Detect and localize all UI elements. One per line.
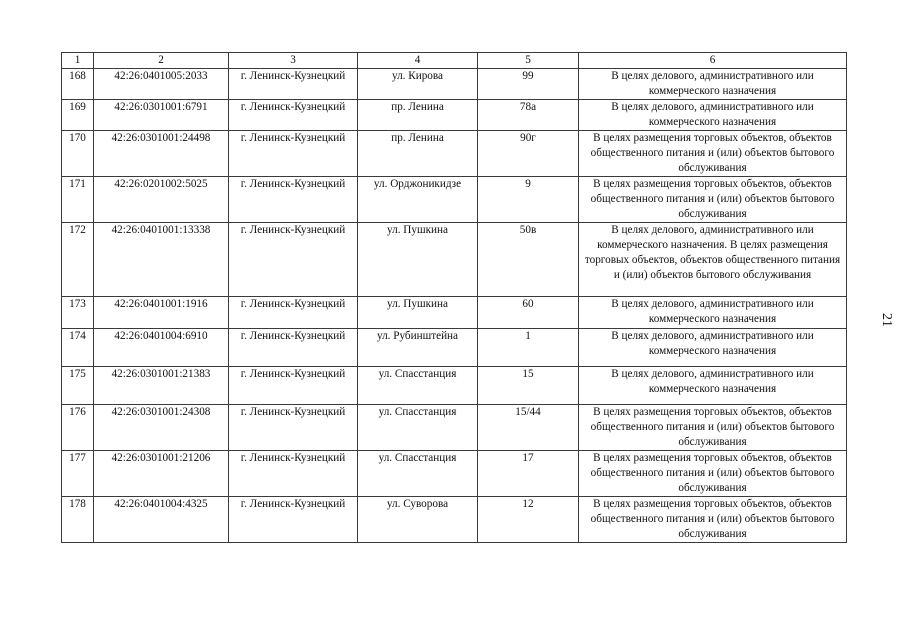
- street-cell: пр. Ленина: [358, 131, 478, 177]
- purpose-cell: В целях делового, административного или коммерческого назначения: [579, 367, 847, 405]
- purpose-cell: В целях делового, административного или коммерческого назначения: [579, 329, 847, 367]
- purpose-cell: В целях делового, административного или коммерческого назначения: [579, 100, 847, 131]
- house-number-cell: 90г: [478, 131, 579, 177]
- house-number-cell: 17: [478, 451, 579, 497]
- cadastral-number-cell: 42:26:0401004:6910: [94, 329, 229, 367]
- row-number-cell: 176: [62, 405, 94, 451]
- row-number-cell: 170: [62, 131, 94, 177]
- street-cell: ул. Суворова: [358, 497, 478, 543]
- row-number-cell: 174: [62, 329, 94, 367]
- table-row: [62, 131, 847, 177]
- table-row: [62, 69, 847, 100]
- table-row: [62, 297, 847, 329]
- cadastral-number-cell: 42:26:0301001:21206: [94, 451, 229, 497]
- page-number: 21: [879, 313, 894, 327]
- street-cell: ул. Пушкина: [358, 223, 478, 297]
- row-number-cell: 171: [62, 177, 94, 223]
- purpose-cell: В целях делового, административного или коммерческого назначения. В целях размещения торговых объектов, объектов общественного питания и (или) объектов бытового обслуживания: [579, 223, 847, 297]
- street-cell: ул. Спасстанция: [358, 405, 478, 451]
- house-number-cell: 1: [478, 329, 579, 367]
- house-number-cell: 50в: [478, 223, 579, 297]
- city-cell: г. Ленинск-Кузнецкий: [229, 497, 358, 543]
- cadastral-number-cell: 42:26:0301001:24498: [94, 131, 229, 177]
- row-number-cell: 173: [62, 297, 94, 329]
- city-cell: г. Ленинск-Кузнецкий: [229, 297, 358, 329]
- house-number-cell: 9: [478, 177, 579, 223]
- row-number-cell: 177: [62, 451, 94, 497]
- table-header-row: [62, 53, 847, 69]
- cadastral-number-cell: 42:26:0401005:2033: [94, 69, 229, 100]
- cadastral-number-cell: 42:26:0401001:13338: [94, 223, 229, 297]
- cadastral-number-cell: 42:26:0401004:4325: [94, 497, 229, 543]
- column-header: 5: [478, 53, 579, 69]
- row-number-cell: 172: [62, 223, 94, 297]
- city-cell: г. Ленинск-Кузнецкий: [229, 100, 358, 131]
- street-cell: ул. Кирова: [358, 69, 478, 100]
- cadastral-number-cell: 42:26:0301001:24308: [94, 405, 229, 451]
- table-row: [62, 177, 847, 223]
- city-cell: г. Ленинск-Кузнецкий: [229, 451, 358, 497]
- cadastral-number-cell: 42:26:0201002:5025: [94, 177, 229, 223]
- row-number-cell: 178: [62, 497, 94, 543]
- city-cell: г. Ленинск-Кузнецкий: [229, 223, 358, 297]
- table-row: [62, 329, 847, 367]
- land-plots-table: [61, 52, 847, 543]
- row-number-cell: 175: [62, 367, 94, 405]
- purpose-cell: В целях делового, административного или коммерческого назначения: [579, 297, 847, 329]
- city-cell: г. Ленинск-Кузнецкий: [229, 367, 358, 405]
- cadastral-number-cell: 42:26:0401001:1916: [94, 297, 229, 329]
- city-cell: г. Ленинск-Кузнецкий: [229, 69, 358, 100]
- city-cell: г. Ленинск-Кузнецкий: [229, 131, 358, 177]
- purpose-cell: В целях делового, административного или коммерческого назначения: [579, 69, 847, 100]
- table-row: [62, 223, 847, 297]
- street-cell: ул. Спасстанция: [358, 367, 478, 405]
- street-cell: ул. Спасстанция: [358, 451, 478, 497]
- house-number-cell: 78а: [478, 100, 579, 131]
- cadastral-number-cell: 42:26:0301001:6791: [94, 100, 229, 131]
- house-number-cell: 12: [478, 497, 579, 543]
- column-header: 1: [62, 53, 94, 69]
- table-row: [62, 100, 847, 131]
- house-number-cell: 60: [478, 297, 579, 329]
- cadastral-number-cell: 42:26:0301001:21383: [94, 367, 229, 405]
- street-cell: ул. Пушкина: [358, 297, 478, 329]
- purpose-cell: В целях размещения торговых объектов, объектов общественного питания и (или) объектов бытового обслуживания: [579, 405, 847, 451]
- purpose-cell: В целях размещения торговых объектов, объектов общественного питания и (или) объектов бытового обслуживания: [579, 131, 847, 177]
- street-cell: ул. Рубинштейна: [358, 329, 478, 367]
- purpose-cell: В целях размещения торговых объектов, объектов общественного питания и (или) объектов бытового обслуживания: [579, 451, 847, 497]
- column-header: 4: [358, 53, 478, 69]
- column-header: 6: [579, 53, 847, 69]
- city-cell: г. Ленинск-Кузнецкий: [229, 329, 358, 367]
- column-header: 2: [94, 53, 229, 69]
- row-number-cell: 168: [62, 69, 94, 100]
- table-row: [62, 405, 847, 451]
- purpose-cell: В целях размещения торговых объектов, объектов общественного питания и (или) объектов бытового обслуживания: [579, 177, 847, 223]
- purpose-cell: В целях размещения торговых объектов, объектов общественного питания и (или) объектов бытового обслуживания: [579, 497, 847, 543]
- table-row: [62, 451, 847, 497]
- row-number-cell: 169: [62, 100, 94, 131]
- city-cell: г. Ленинск-Кузнецкий: [229, 177, 358, 223]
- table-row: [62, 367, 847, 405]
- street-cell: ул. Орджоникидзе: [358, 177, 478, 223]
- street-cell: пр. Ленина: [358, 100, 478, 131]
- table-row: [62, 497, 847, 543]
- house-number-cell: 15: [478, 367, 579, 405]
- house-number-cell: 99: [478, 69, 579, 100]
- city-cell: г. Ленинск-Кузнецкий: [229, 405, 358, 451]
- house-number-cell: 15/44: [478, 405, 579, 451]
- column-header: 3: [229, 53, 358, 69]
- table-body: [62, 53, 847, 543]
